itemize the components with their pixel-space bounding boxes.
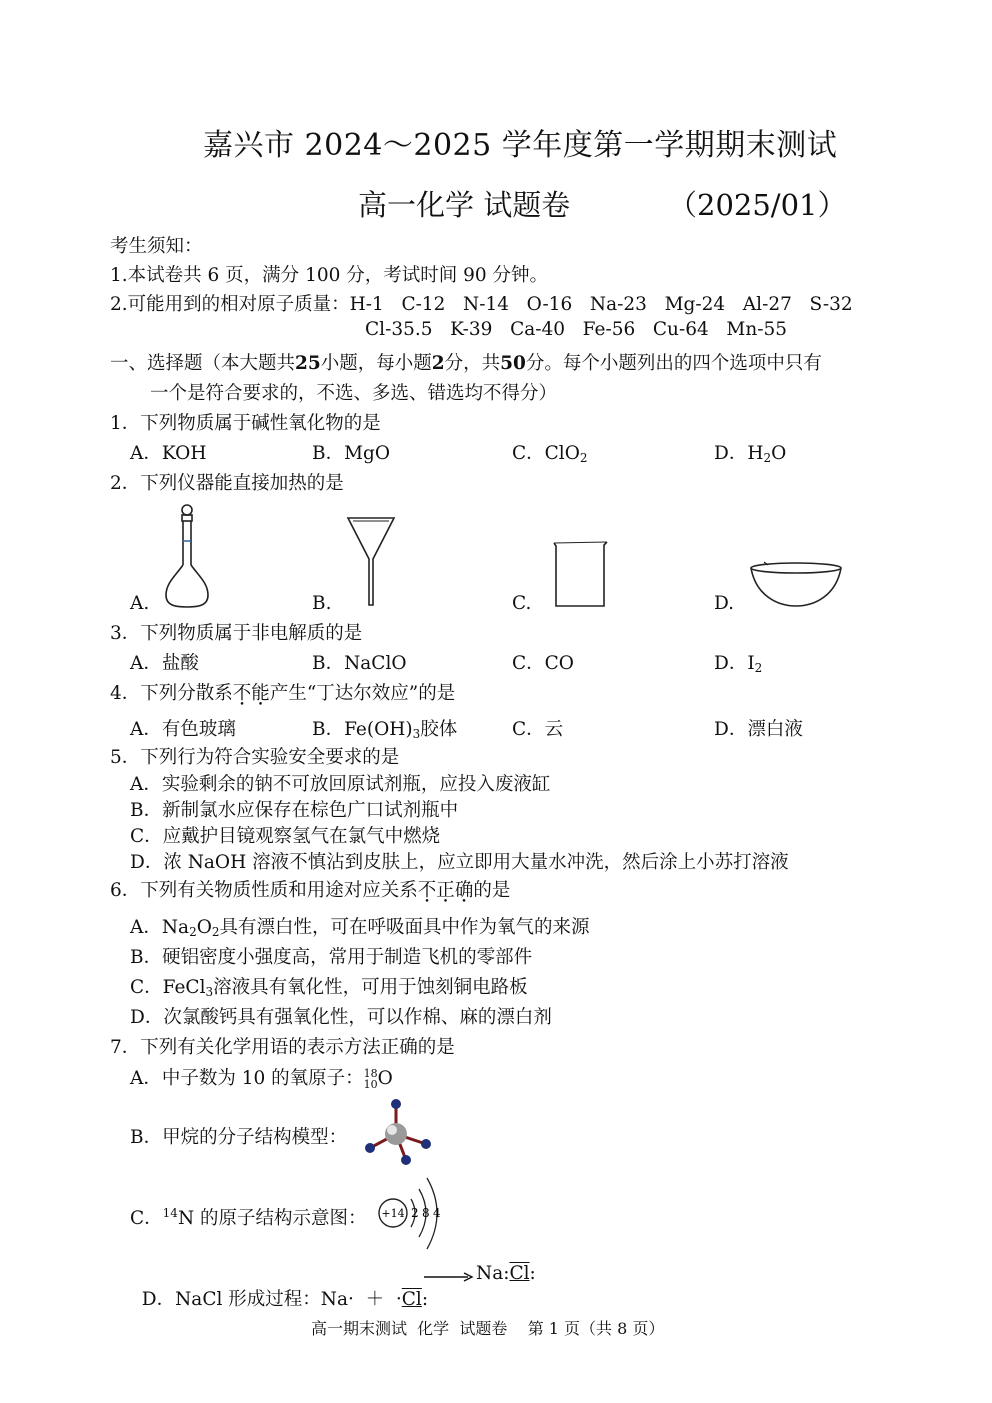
q4-option-d: D．漂白液	[714, 719, 803, 740]
notice-line-2: 2.可能用到的相对原子质量：H-1 C-12 N-14 O-16 Na-23 Mg-24 Al-27 S-32	[110, 294, 853, 315]
q7-option-c: C．$^{14}$N 的原子结构示意图：	[130, 1206, 367, 1230]
q5-option-c: C．应戴护目镜观察氢气在氯气中燃烧	[130, 826, 441, 847]
shell-electrons-1: 2	[411, 1206, 419, 1220]
nacl-product: Na:Cl:	[476, 1263, 536, 1284]
beaker-icon	[550, 540, 610, 610]
reaction-arrow-icon	[424, 1272, 474, 1282]
q4-option-b: B．$Fe(OH)_3$胶体	[312, 719, 458, 741]
q7-option-d: D．NaCl 形成过程：Na· ＋ ·Cl:	[141, 1289, 429, 1310]
atom-nucleus: +14	[381, 1207, 405, 1220]
q1-option-b: B．MgO	[312, 443, 391, 464]
q6-stem: 6．下列有关物质性质和用途对应关系不正确的是	[110, 880, 511, 901]
notice-line-3: Cl-35.5 K-39 Ca-40 Fe-56 Cu-64 Mn-55	[365, 319, 788, 340]
q6-option-a: A．$Na_2O_2$具有漂白性，可在呼吸面具中作为氧气的来源	[130, 917, 590, 939]
q3-option-d: D．$I_2$	[714, 653, 763, 675]
electron-dot-cl: Cl	[401, 1289, 422, 1310]
section-heading: 一、选择题（本大题共25小题，每小题2分，共50分。每个小题列出的四个选项中只有	[110, 353, 822, 374]
q6-option-c: C．FeCl$_3$溶液具有氧化性，可用于蚀刻铜电路板	[130, 977, 528, 999]
q4-stem: 4．下列分散系不能产生“丁达尔效应”的是	[110, 683, 456, 704]
shell-electrons-3: 4	[433, 1206, 441, 1220]
q7-stem: 7．下列有关化学用语的表示方法正确的是	[110, 1037, 455, 1058]
q3-option-a: A．盐酸	[130, 653, 199, 674]
atom-structure-icon	[375, 1172, 455, 1254]
q4-option-c: C．云	[512, 719, 564, 740]
page-footer: 高一期末测试 化学 试题卷 第 1 页（共 8 页）	[311, 1319, 665, 1338]
q2-option-b: B.	[312, 593, 332, 614]
q2-stem: 2．下列仪器能直接加热的是	[110, 473, 344, 494]
methane-model-icon	[360, 1098, 440, 1168]
q3-option-b: B．NaClO	[312, 653, 407, 674]
q5-stem: 5．下列行为符合实验安全要求的是	[110, 747, 400, 768]
q2-option-d: D.	[714, 593, 735, 614]
q7-option-a: A．中子数为 10 的氧原子： 18 10 O	[130, 1067, 393, 1091]
q1-option-a: A．KOH	[130, 443, 207, 464]
q7-option-b: B．甲烷的分子结构模型：	[130, 1127, 348, 1148]
funnel-icon	[345, 515, 397, 607]
shell-electrons-2: 8	[422, 1206, 430, 1220]
q6-option-d: D．次氯酸钙具有强氧化性，可以作棉、麻的漂白剂	[130, 1007, 552, 1028]
q1-option-c: C．ClO$_2$	[512, 443, 588, 465]
q6-option-b: B．硬铝密度小强度高，常用于制造飞机的零部件	[130, 947, 533, 968]
q1-option-d: D．$H_2O$	[714, 443, 787, 465]
notice-label: 考生须知：	[110, 236, 203, 257]
section-heading-line-2: 一个是符合要求的，不选、多选、错选均不得分）	[150, 383, 558, 404]
q4-option-a: A．有色玻璃	[130, 719, 236, 740]
volumetric-flask-icon	[160, 503, 220, 611]
evaporating-dish-icon	[748, 560, 844, 610]
exam-date: （2025/01）	[668, 188, 847, 222]
q5-option-b: B．新制氯水应保存在棕色广口试剂瓶中	[130, 800, 459, 821]
page-subtitle: 高一化学 试题卷	[358, 188, 571, 222]
q5-option-a: A．实验剩余的钠不可放回原试剂瓶，应投入废液缸	[130, 774, 551, 795]
q1-stem: 1．下列物质属于碱性氧化物的是	[110, 413, 381, 434]
q5-option-d: D．浓 NaOH 溶液不慎沾到皮肤上，应立即用大量水冲洗，然后涂上小苏打溶液	[130, 852, 789, 873]
notice-line-1: 1.本试卷共 6 页，满分 100 分，考试时间 90 分钟。	[110, 265, 549, 286]
q2-option-a: A.	[130, 593, 150, 614]
isotope-notation: 18 10	[363, 1067, 378, 1091]
q3-stem: 3．下列物质属于非电解质的是	[110, 623, 363, 644]
page-title: 嘉兴市 2024～2025 学年度第一学期期末测试	[203, 128, 838, 163]
q2-option-c: C.	[512, 593, 532, 614]
q3-option-c: C．CO	[512, 653, 574, 674]
